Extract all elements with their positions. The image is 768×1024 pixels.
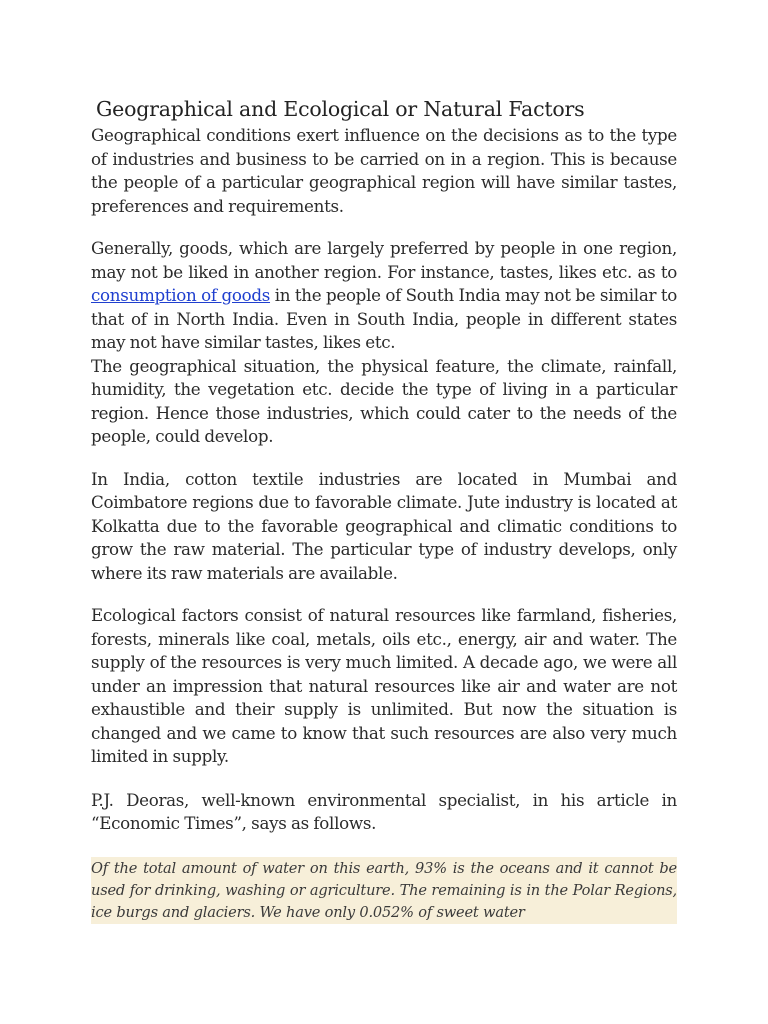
paragraph-deoras-intro: P.J. Deoras, well-known environmental specialist, in his article in “Economic Times”, says as follows.: [91, 789, 677, 833]
paragraph-geographical-situation: The geographical situation, the physical feature, the climate, rainfall, humidity, the vegetation etc. decide the type of living in a particular region. Hence those industries, which could cater to the needs of the people, could develop.: [91, 355, 677, 446]
consumption-of-goods-link[interactable]: consumption of goods: [91, 285, 271, 305]
document-page: [91, 95, 677, 924]
paragraph-spacer: [91, 218, 677, 237]
highlighted-quote: Of the total amount of water on this earth, 93% is the oceans and it cannot be used for drinking, washing or agriculture. The remaining is in the Polar Regions, ice burgs and glaciers. We have only 0.052% of sweet water: [91, 857, 677, 924]
paragraph-spacer: [91, 769, 677, 789]
paragraph-ecological-factors: Ecological factors consist of natural resources like farmland, fisheries, forests, minerals like coal, metals, oils etc., energy, air and water. The supply of the resources is very much limited. A decade ago, we were all under an impression that natural resources like air and water are not exhaustible and their supply is unlimited. But now the situation is changed and we came to know that such resources are also very much limited in supply.: [91, 605, 677, 766]
paragraph-text: Generally, goods, which are largely preferred by people in one region, may not be liked in another region. For instance, tastes, likes etc. as to: [91, 238, 677, 282]
paragraph-goods-preferences: [91, 237, 677, 355]
document-title: Geographical and Ecological or Natural Factors: [96, 97, 585, 121]
paragraph-spacer: [91, 585, 677, 604]
paragraph-india-industries: In India, cotton textile industries are located in Mumbai and Coimbatore regions due to favorable climate. Jute industry is located at Kolkatta due to the favorable geographical and climatic conditions to grow the raw material. The particular type of industry develops, only where its raw materials are available.: [91, 468, 677, 583]
paragraph-geographical-conditions: Geographical conditions exert influence on the decisions as to the type of industries and business to be carried on in a region. This is because the people of a particular geographical region will have similar tastes, preferences and requirements.: [91, 125, 677, 216]
paragraph-spacer: [91, 449, 677, 468]
paragraph-text: in the people of South India may not be similar to that of in North India. Even in South India, people in different states may not have similar tastes, likes etc.: [91, 285, 677, 352]
